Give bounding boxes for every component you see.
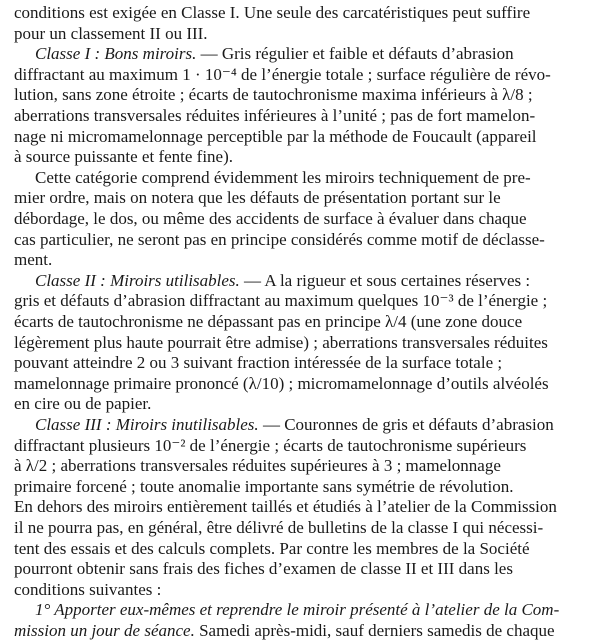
text-line: mier ordre, mais on notera que les défauts de présentation portant sur le bbox=[14, 188, 501, 208]
text-line: diffractant plusieurs 10⁻² de l’énergie ; écarts de tautochronisme supérieurs bbox=[14, 435, 527, 455]
text-line: à λ/2 ; aberrations transversales réduites supérieures à 3 ; mamelonnage bbox=[14, 456, 501, 476]
text-line: débordage, le dos, ou même des accidents de surface à évaluer dans chaque bbox=[14, 209, 527, 228]
item-1-line bbox=[35, 600, 559, 620]
text-line: à source puissante et fente fine). bbox=[14, 147, 234, 167]
text-line: primaire forcené ; toute anomalie importante sans symétrie de révolution. bbox=[14, 476, 514, 496]
item-1-text: 1° Apporter eux-mêmes et reprendre le miroir présenté à l’atelier de la Com- bbox=[35, 600, 560, 620]
text-line: mamelonnage primaire prononcé (λ/10) ; micromamelonnage d’outils alvéolés bbox=[14, 373, 549, 393]
classe-i-heading-line: Classe I : Bons miroirs. — Gris régulier et faible et défauts d’abrasion bbox=[35, 44, 514, 64]
text-line: en cire ou de papier. bbox=[14, 394, 152, 414]
text-line: tent des essais et des calculs complets. Par contre les membres de la Société bbox=[14, 538, 530, 558]
classe-i-heading: Classe I : Bons miroirs. bbox=[35, 44, 197, 64]
text-line: gris et défauts d’abrasion diffractant au maximum quelques 10⁻³ de l’énergie ; bbox=[14, 291, 548, 311]
text-line: écarts de tautochronisme ne dépassant pas en principe λ/4 (une zone douce bbox=[14, 312, 523, 331]
text-line: il ne pourra pas, en général, être délivré de bulletins de la classe I qui nécessi- bbox=[14, 518, 544, 537]
text-line: cas particulier, ne seront pas en principe considérés comme motif de déclasse- bbox=[14, 229, 545, 249]
text-line: ment. bbox=[14, 250, 53, 270]
text-line: lution, sans zone étroite ; écarts de tautochronisme maxima inférieurs à λ/8 ; bbox=[14, 85, 533, 105]
text-line: conditions est exigée en Classe I. Une seule des carcatéristiques peut suffire bbox=[14, 3, 531, 22]
classe-ii-heading-line: Classe II : Miroirs utilisables. — A la rigueur et sous certaines réserves : bbox=[35, 270, 531, 290]
text-line: aberrations transversales réduites inférieures à l’unité ; pas de fort mamelon- bbox=[14, 106, 536, 125]
text-line: pouvant atteindre 2 ou 3 suivant fraction intéressée de la surface totale ; bbox=[14, 353, 503, 373]
classe-iii-heading: Classe III : Miroirs inutilisables. bbox=[35, 415, 259, 434]
text-line: En dehors des miroirs entièrement taillés et étudiés à l’atelier de la Commission bbox=[14, 497, 557, 517]
text-line: Cette catégorie comprend évidemment les miroirs techniquement de pre- bbox=[35, 167, 531, 187]
classe-ii-heading: Classe II : Miroirs utilisables. bbox=[35, 270, 240, 290]
text-line: conditions suivantes : bbox=[14, 579, 162, 599]
text-line: pourront obtenir sans frais des fiches d’examen de classe II et III dans les bbox=[14, 559, 513, 579]
text-line: mission un jour de séance. Samedi après-midi, sauf derniers samedis de chaque bbox=[14, 621, 555, 640]
text-line: pour un classement II ou III. bbox=[14, 23, 208, 43]
text-line: nage ni micromamelonnage perceptible par la méthode de Foucault (appareil bbox=[14, 126, 537, 146]
classe-iii-heading-line: Classe III : Miroirs inutilisables. — Couronnes de gris et défauts d’abrasion bbox=[35, 415, 554, 434]
text-line: légèrement plus haute pourrait être admise) ; aberrations transversales réduites bbox=[14, 332, 548, 352]
text-line: diffractant au maximum 1 · 10⁻⁴ de l’énergie totale ; surface régulière de révo- bbox=[14, 64, 551, 84]
